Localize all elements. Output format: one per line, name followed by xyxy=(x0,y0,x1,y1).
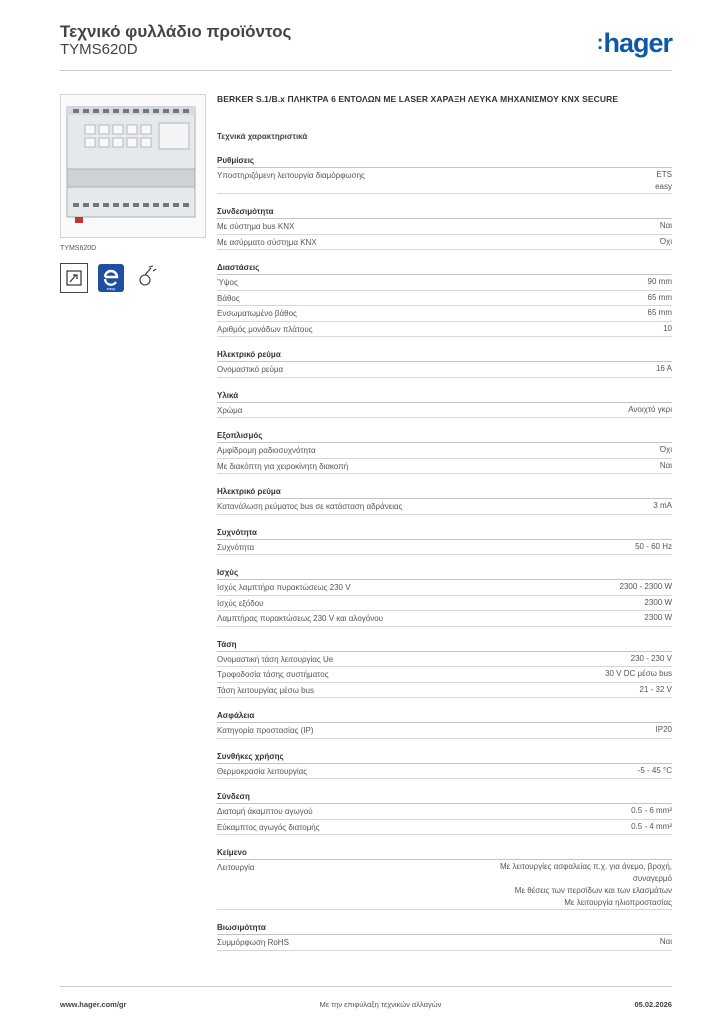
spec-row xyxy=(217,935,672,951)
spec-row xyxy=(217,322,672,338)
spec-section xyxy=(217,568,672,627)
spec-value-line: Ναι xyxy=(659,937,672,946)
spec-label: Με σύστημα bus KNX xyxy=(217,222,295,231)
section-title: Ισχύς xyxy=(217,568,672,580)
spec-section xyxy=(217,207,672,250)
spec-value xyxy=(660,220,672,234)
spec-value-line: Με θέσεις των περσίδων και των ελασμάτων xyxy=(514,886,672,895)
spec-value xyxy=(638,765,672,779)
footer-date: 05.02.2026 xyxy=(634,1000,672,1009)
spec-value-line: 2300 W xyxy=(644,597,672,607)
spec-value xyxy=(648,292,672,306)
spec-label: Χρώμα xyxy=(217,405,243,415)
section-title: Συχνότητα xyxy=(217,528,672,540)
spec-label: Ενσωματωμένο βάθος xyxy=(217,309,297,318)
spec-label: Αριθμός μονάδων πλάτους xyxy=(217,324,313,334)
install-manual-icon xyxy=(60,263,88,293)
spec-value xyxy=(655,169,672,193)
footer-website-link[interactable]: www.hager.com/gr xyxy=(60,1000,127,1009)
spec-row xyxy=(217,459,672,475)
spec-label: Τάση λειτουργίας μέσω bus xyxy=(217,685,314,695)
spec-label: Συχνότητα xyxy=(217,542,255,552)
spec-label: Ονομαστική τάση λειτουργίας Ue xyxy=(217,654,334,664)
spec-section xyxy=(217,640,672,699)
spec-value-line: 0.5 - 6 mm² xyxy=(631,806,672,815)
product-description: BERKER S.1/B.x ΠΛΗΚΤΡΑ 6 ΕΝΤΟΛΩΝ ΜΕ LASER ΧΑΡΑΞΗ ΛΕΥΚΑ ΜΗΧΑΝΙΣΜΟΥ KNX SECURE xyxy=(217,94,619,104)
spec-row xyxy=(217,235,672,251)
section-title: Ηλεκτρικό ρεύμα xyxy=(217,487,672,499)
spec-section xyxy=(217,528,672,556)
product-image xyxy=(60,94,206,238)
spec-label: Ονομαστικό ρεύμα xyxy=(217,365,284,374)
spec-row xyxy=(217,306,672,322)
spec-label: Κατηγορία προστασίας (IP) xyxy=(217,726,314,735)
spec-label: Με διακόπτη για χειροκίνητη διακοπή xyxy=(217,461,349,471)
spec-section xyxy=(217,487,672,515)
easy-configuration-icon xyxy=(97,263,125,293)
spec-row xyxy=(217,275,672,291)
spec-label: Λειτουργία xyxy=(217,863,255,872)
spec-section xyxy=(217,156,672,194)
spec-value-line: Ανοιχτό γκρι xyxy=(628,404,672,414)
spec-value-line: Όχι xyxy=(659,236,672,246)
hager-logo[interactable]: :hager xyxy=(596,28,672,58)
section-title: Κείμενο xyxy=(217,848,672,860)
spec-row xyxy=(217,596,672,612)
spec-label: Υποστηριζόμενη λειτουργία διαμόρφωσης xyxy=(217,171,365,180)
spec-value xyxy=(644,612,672,626)
spec-value-line: -5 - 45 °C xyxy=(637,765,672,775)
spec-value-line: 10 xyxy=(663,323,672,333)
spec-row xyxy=(217,499,672,515)
spec-label: Εύκαμπτος αγωγός διατομής xyxy=(217,822,320,832)
spec-value-line: 2300 - 2300 W xyxy=(619,582,672,591)
spec-value-line: IP20 xyxy=(655,725,672,734)
spec-row xyxy=(217,362,672,378)
spec-label: Συμμόρφωση RoHS xyxy=(217,938,289,947)
section-title: Συνδεσιμότητα xyxy=(217,207,672,219)
spec-value xyxy=(660,236,672,250)
spec-row xyxy=(217,652,672,668)
spec-value-line: 230 - 230 V xyxy=(630,653,672,663)
spec-value xyxy=(628,404,672,418)
spec-value-line: Ναι xyxy=(659,460,672,470)
page-title: Τεχνικό φυλλάδιο προϊόντος xyxy=(60,22,292,41)
section-title: Σύνδεση xyxy=(217,792,672,804)
section-title: Διαστάσεις xyxy=(217,263,672,275)
spec-row xyxy=(217,403,672,419)
spec-value xyxy=(631,805,672,819)
spec-row xyxy=(217,168,672,194)
spec-section xyxy=(217,263,672,337)
spec-row xyxy=(217,291,672,307)
page-header xyxy=(60,22,672,71)
spec-value-line: 16 A xyxy=(655,364,672,373)
feature-icons xyxy=(60,263,206,293)
spec-value-line: 90 mm xyxy=(647,277,672,286)
spec-value-line: συναγερμό xyxy=(632,874,672,883)
spec-section xyxy=(217,848,672,910)
spec-value xyxy=(631,653,672,667)
spec-value xyxy=(620,581,672,595)
section-title: Εξοπλισμός xyxy=(217,431,672,443)
spec-section xyxy=(217,711,672,739)
spec-label: Θερμοκρασία λειτουργίας xyxy=(217,766,308,776)
spec-value xyxy=(631,821,672,835)
spec-value xyxy=(663,323,672,337)
spec-label: Αμφίδρομη ραδιοσυχνότητα xyxy=(217,446,316,455)
spec-row xyxy=(217,580,672,596)
section-title: Τάση xyxy=(217,640,672,652)
spec-value-line: 0.5 - 4 mm² xyxy=(631,821,672,831)
spec-section xyxy=(217,923,672,951)
spec-value xyxy=(635,541,672,555)
knx-actuator-illustration xyxy=(61,95,205,237)
spec-value-line: Με λειτουργία ηλιοπροστασίας xyxy=(564,898,672,907)
spec-label: Βάθος xyxy=(217,293,240,303)
spec-value-line: ETS xyxy=(656,170,672,179)
spec-label: Λαμπτήρας πυρακτώσεως 230 V και αλογόνου xyxy=(217,614,384,623)
spec-value xyxy=(640,684,672,698)
spec-section xyxy=(217,752,672,780)
spec-value-line: Με λειτουργίες ασφαλείας π.χ. για άνεμο, βροχή, xyxy=(499,862,672,871)
spec-value-line: easy xyxy=(655,182,672,191)
spec-value-line: 50 - 60 Hz xyxy=(635,541,672,551)
section-title: Ασφάλεια xyxy=(217,711,672,723)
spec-value xyxy=(653,500,672,514)
spec-value xyxy=(660,460,672,474)
product-column xyxy=(60,94,206,293)
spec-value xyxy=(648,307,672,321)
spec-row xyxy=(217,723,672,739)
spec-label: Διατομή άκαμπτου αγωγού xyxy=(217,807,313,816)
spec-label: Με ασύρματο σύστημα KNX xyxy=(217,237,317,247)
spec-section xyxy=(217,792,672,835)
spec-value-line: 21 - 32 V xyxy=(639,684,672,694)
spec-label: Τροφοδοσία τάσης συστήματος xyxy=(217,670,329,679)
easy-badge-text: easy xyxy=(106,286,116,291)
spec-value-line: 2300 W xyxy=(644,613,672,622)
spec-row xyxy=(217,540,672,556)
spec-section xyxy=(217,391,672,419)
section-title: Ηλεκτρικό ρεύμα xyxy=(217,350,672,362)
spec-value-line: Ναι xyxy=(659,221,672,230)
spec-value-line: 3 mA xyxy=(653,501,672,510)
logo-text: hager xyxy=(603,28,672,58)
spec-value-line: 65 mm xyxy=(647,292,672,302)
spec-sections xyxy=(217,156,672,951)
page-footer xyxy=(60,986,672,1009)
spec-value xyxy=(648,276,672,290)
spec-value xyxy=(656,724,672,738)
spec-row xyxy=(217,443,672,459)
spec-value xyxy=(660,444,672,458)
section-title: Βιωσιμότητα xyxy=(217,923,672,935)
spec-value xyxy=(660,936,672,950)
section-title: Συνθήκες χρήσης xyxy=(217,752,672,764)
spec-row xyxy=(217,860,672,910)
spec-label: Κατανάλωση ρεύματος bus σε κατάσταση αδράνειας xyxy=(217,502,403,511)
hand-operation-icon xyxy=(134,263,162,293)
spec-value xyxy=(500,861,672,909)
spec-section xyxy=(217,350,672,378)
spec-row xyxy=(217,820,672,836)
spec-label: Ισχύς λαμπτήρα πυρακτώσεως 230 V xyxy=(217,583,351,592)
spec-row xyxy=(217,764,672,780)
image-caption: TYMS620D xyxy=(60,245,97,252)
spec-row xyxy=(217,667,672,683)
spec-label: Ισχύς εξόδου xyxy=(217,598,264,608)
spec-value xyxy=(656,363,672,377)
spec-value xyxy=(644,597,672,611)
page-subtitle: TYMS620D xyxy=(60,41,138,58)
spec-value xyxy=(605,668,672,682)
section-title: Υλικά xyxy=(217,391,672,403)
spec-value-line: 65 mm xyxy=(647,308,672,317)
specs-heading: Τεχνικά χαρακτηριστικά xyxy=(217,132,308,141)
section-title: Ρυθμίσεις xyxy=(217,156,672,168)
spec-row xyxy=(217,219,672,235)
spec-value-line: Όχι xyxy=(659,445,672,454)
footer-note: Με την επιφύλαξη τεχνικών αλλαγών xyxy=(319,1000,442,1009)
spec-label: Ύψος xyxy=(217,278,238,287)
spec-row xyxy=(217,804,672,820)
spec-row xyxy=(217,683,672,699)
spec-value-line: 30 V DC μέσω bus xyxy=(605,669,672,678)
specifications-column xyxy=(217,94,672,964)
spec-section xyxy=(217,431,672,474)
spec-row xyxy=(217,611,672,627)
